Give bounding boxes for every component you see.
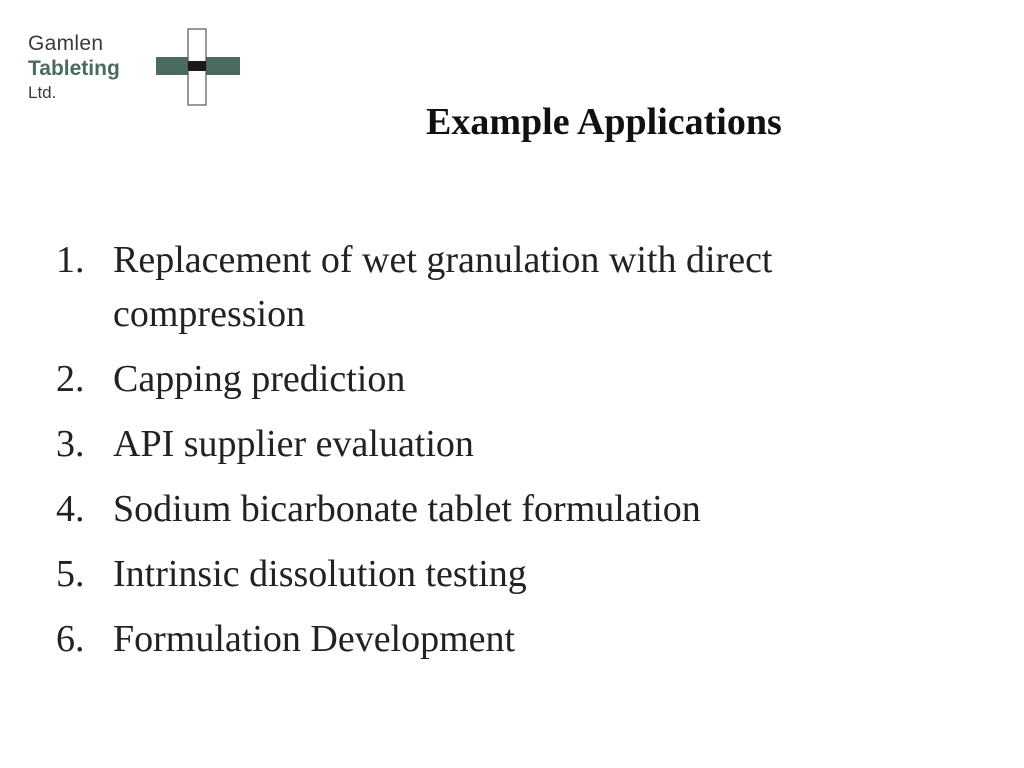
logo-text-ltd: Ltd. [28, 83, 57, 102]
list-item-text: API supplier evaluation [113, 423, 474, 465]
list-item-number: 2. [56, 358, 85, 400]
list-item-text: Formulation Development [113, 618, 516, 660]
list-item-text: Intrinsic dissolution testing [113, 553, 527, 595]
list-item-number: 1. [56, 239, 85, 281]
list-item-number: 4. [56, 488, 85, 530]
list-item [56, 547, 956, 601]
list-item-text: Capping prediction [113, 358, 406, 400]
company-logo [28, 28, 240, 106]
list-item-text: Replacement of wet granulation with direct compression [113, 239, 773, 335]
list-item-number: 5. [56, 553, 85, 595]
applications-list [56, 233, 956, 677]
list-item-text: Sodium bicarbonate tablet formulation [113, 488, 701, 530]
slide-title: Example Applications [426, 101, 782, 143]
list-item-number: 3. [56, 423, 85, 465]
logo-cross-icon [156, 28, 240, 106]
logo-text-gamlen: Gamlen [28, 32, 104, 55]
list-item [56, 612, 956, 666]
list-item-number: 6. [56, 618, 85, 660]
list-item [56, 482, 956, 536]
logo-text-tableting: Tableting [28, 57, 120, 80]
list-item [56, 233, 956, 341]
list-item [56, 417, 956, 471]
list-item [56, 352, 956, 406]
